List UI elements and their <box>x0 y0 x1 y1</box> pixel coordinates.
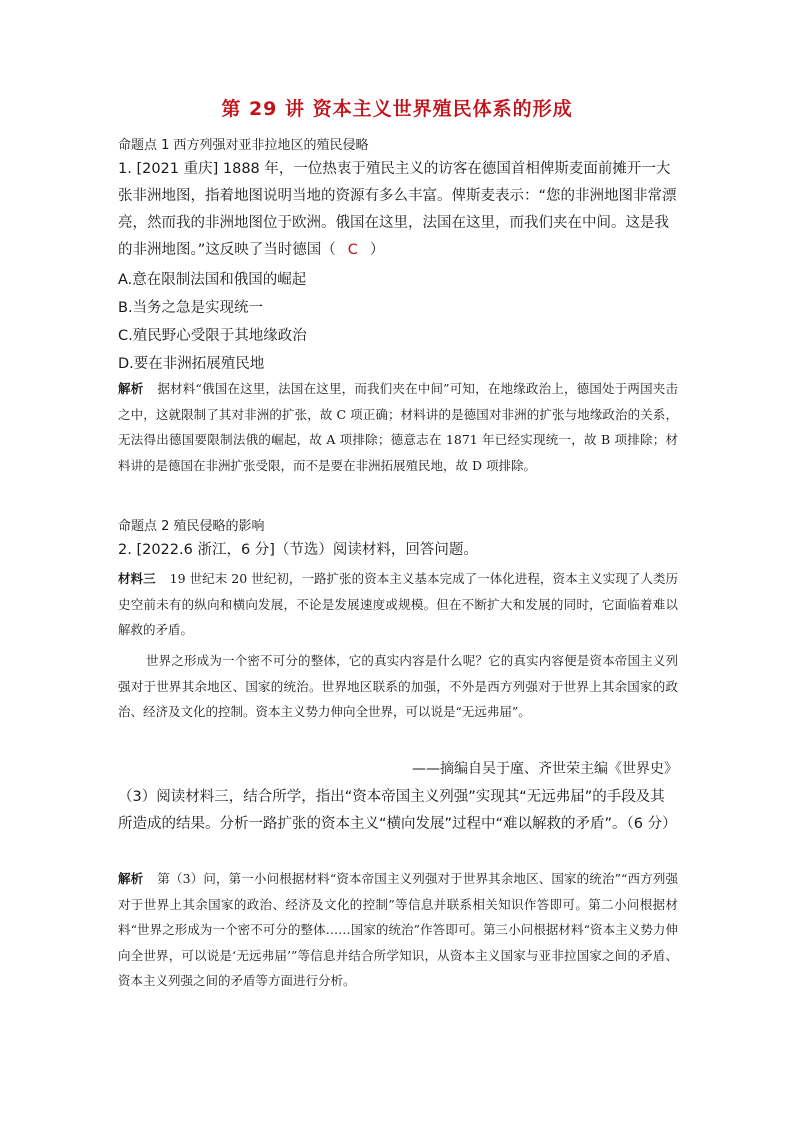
analysis-text: 第（3）问，第一小问根据材料“资本帝国主义列强对于世界其余地区、国家的统治”“西方列强对于世界上其余国家的政治、经济及文化的控制”等信息并联系相关知识作答即可。第二小问根据材料“世界之形成为一个密不可分的整体……国家的统治”作答即可。第三小问根据材料“资本主义势力伸向全世界，可以说是‘无远弗届’”等信息并结合所学知识，从资本主义国家与亚非拉国家之间的矛盾、资本主义列强之间的矛盾等方面进行分析。 <box>118 871 678 988</box>
question-1-close: ） <box>369 242 385 258</box>
question-1-answer: C <box>347 242 358 258</box>
question-1-stem <box>118 156 678 264</box>
material-3 <box>118 566 678 643</box>
question-1-analysis <box>118 376 678 478</box>
option-c: C.殖民野心受限于其地缘政治 <box>118 328 307 344</box>
analysis-label: 解析 <box>118 381 144 396</box>
analysis-text: 据材料“俄国在这里，法国在这里，而我们夹在中间”可知，在地缘政治上，德国处于两国夹击之中，这就限制了其对非洲的扩张，故 C 项正确；材料讲的是德国对非洲的扩张与地缘政治的关系，无法得出德国要限制法俄的崛起，故 A 项排除；德意志在 1871 年已经实现统一，故 B 项排除；材料讲的是德国在非洲扩张受限，而不是要在非洲拓展殖民地，故 D 项排除。 <box>118 381 678 473</box>
material-paragraph-2: 世界之形成为一个密不可分的整体，它的真实内容是什么呢？它的真实内容便是资本帝国主义列强对于世界其余地区、国家的统治。世界地区联系的加强，不外是西方列强对于世界上其余国家的政治、经济及文化的控制。资本主义势力伸向全世界，可以说是“无远弗届”。 <box>118 653 678 719</box>
question-2-analysis <box>118 866 678 994</box>
material-label: 材料三 <box>118 571 156 586</box>
material-paragraph-1: 19 世纪末 20 世纪初，一路扩张的资本主义基本完成了一体化进程，资本主义实现了人类历史空前未有的纵向和横向发展，不论是发展速度或规模。但在不断扩大和发展的同时，它面临着难以解救的矛盾。 <box>118 571 678 637</box>
material-source: ——摘编自吴于廑、齐世荣主编《世界史》 <box>412 761 678 777</box>
analysis-label: 解析 <box>118 871 144 886</box>
section-heading-1: 命题点 1 西方列强对亚非拉地区的殖民侵略 <box>118 138 369 153</box>
question-2-stem: 2. [2022.6 浙江，6 分]（节选）阅读材料，回答问题。 <box>118 542 478 558</box>
question-1-text: 1. [2021 重庆] 1888 年，一位热衷于殖民主义的访客在德国首相俾斯麦面前摊开一大张非洲地图，指着地图说明当地的资源有多么丰富。俾斯麦表示：“您的非洲地图非常漂亮，然而我的非洲地图位于欧洲。俄国在这里，法国在这里，而我们夹在中间。这是我的非洲地图。”这反映了当时德国（ <box>118 161 677 258</box>
option-a: A.意在限制法国和俄国的崛起 <box>118 272 307 288</box>
option-d: D.要在非洲拓展殖民地 <box>118 356 265 372</box>
option-b: B.当务之急是实现统一 <box>118 300 264 316</box>
page-title: 第 29 讲 资本主义世界殖民体系的形成 <box>221 98 573 120</box>
section-heading-2: 命题点 2 殖民侵略的影响 <box>118 519 265 534</box>
question-2-part-3: （3）阅读材料三，结合所学，指出“资本帝国主义列强”实现其“无远弗届”的手段及其所造成的结果。分析一路扩张的资本主义“横向发展”过程中“难以解救的矛盾”。（6 分） <box>118 789 677 832</box>
